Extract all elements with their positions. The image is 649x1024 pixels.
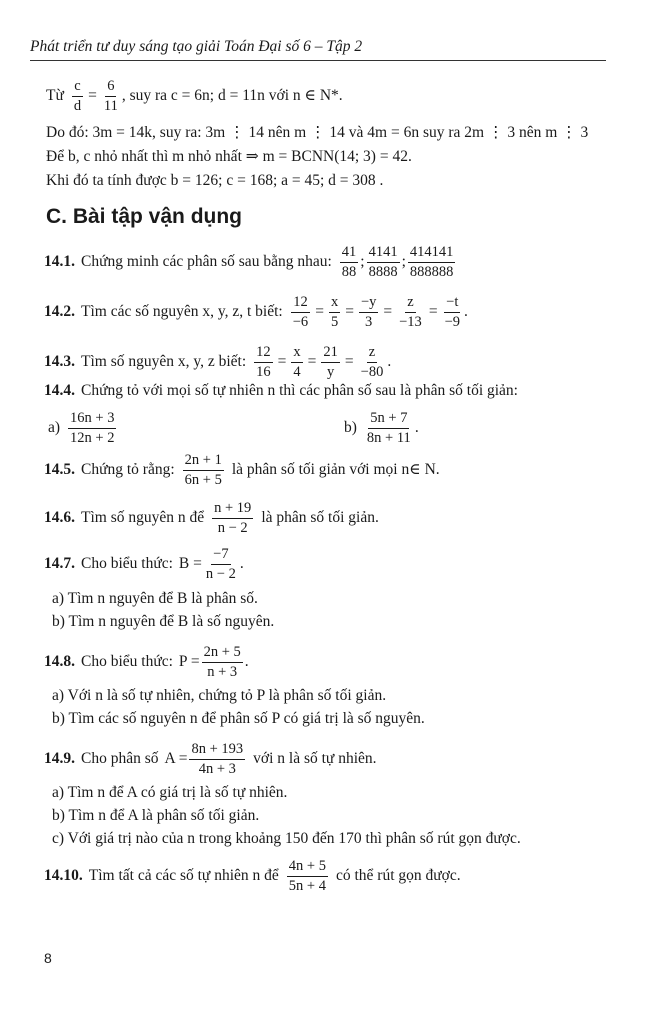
- problem-label: 14.1.: [44, 252, 75, 270]
- problem-14-8: 14.8. Cho biểu thức: P = $\frac{2n + 5}{n + 3}$ .: [44, 644, 249, 680]
- fraction: $\frac{z}{-13}$: [399, 294, 422, 330]
- fraction: $\frac{n + 19}{n - 2}$: [214, 500, 252, 536]
- problem-14-9-c: c) Với giá trị nào của n trong khoảng 150 đến 170 thì phân số rút gọn được.: [52, 830, 521, 847]
- problem-14-3: 14.3. Tìm số nguyên x, y, z biết: $\frac{12}{16}$ = $\frac{x}{4}$ = $\frac{21}{y}$ = $\frac{z}{-80}$ .: [44, 344, 392, 380]
- problem-text: Cho biểu thức:: [81, 554, 173, 572]
- intro-line-4: Khi đó ta tính được b = 126; c = 168; a = 45; d = 308 .: [46, 172, 384, 189]
- problem-14-9: 14.9. Cho phân số A = $\frac{8n + 193}{4n + 3}$ với n là số tự nhiên.: [44, 741, 377, 777]
- problem-label: 14.6.: [44, 508, 75, 526]
- problem-text: Tìm số nguyên x, y, z biết:: [81, 352, 247, 370]
- fraction: $\frac{x}{4}$: [293, 344, 301, 380]
- fraction: $\frac{2n + 1}{6n + 5}$: [184, 452, 222, 488]
- problem-text: Tìm các số nguyên x, y, z, t biết:: [81, 302, 283, 320]
- fraction: $\frac{-t}{-9}$: [444, 294, 460, 330]
- fraction: $\frac{-7}{n - 2}$: [205, 546, 236, 582]
- problem-label: 14.8.: [44, 652, 75, 670]
- section-title: C. Bài tập vận dụng: [46, 205, 243, 228]
- fraction: $\frac{414141}{888888}$: [409, 244, 454, 280]
- fraction: $\frac{8n + 193}{4n + 3}$: [191, 741, 244, 777]
- fraction: $\frac{-y}{3}$: [360, 294, 377, 330]
- problem-label: 14.9.: [44, 749, 75, 767]
- problem-14-9-b: b) Tìm n để A là phân số tối giản.: [52, 807, 260, 824]
- fraction: $\frac{2n + 5}{n + 3}$: [203, 644, 241, 680]
- intro-line-2: Do đó: 3m = 14k, suy ra: 3m ⋮ 14 nên m ⋮ 14 và 4m = 6n suy ra 2m ⋮ 3 nên m ⋮ 3: [46, 124, 589, 141]
- problem-text: Cho biểu thức:: [81, 652, 173, 670]
- intro-line-1: Từ $\frac{c}{d}$ = $\frac{6}{11}$ , suy ra c = 6n; d = 11n với n ∈ N*.: [46, 78, 343, 114]
- problem-14-5: 14.5. Chứng tỏ rằng: $\frac{2n + 1}{6n + 5}$ là phân số tối giản với mọi n∈ N.: [44, 452, 440, 488]
- problem-text: Tìm số nguyên n để: [81, 508, 205, 526]
- problem-14-8-b: b) Tìm các số nguyên n để phân số P có giá trị là số nguyên.: [52, 710, 425, 727]
- fraction: $\frac{6}{11}$: [103, 78, 118, 114]
- problem-label: 14.10.: [44, 866, 83, 884]
- intro-text: , suy ra c = 6n; d = 11n với n ∈ N*.: [121, 86, 343, 104]
- problem-14-7-a: a) Tìm n nguyên để B là phân số.: [52, 590, 258, 607]
- page-number: 8: [44, 950, 52, 966]
- fraction: $\frac{5n + 7}{8n + 11}$: [366, 410, 411, 446]
- problem-label: 14.3.: [44, 352, 75, 370]
- problem-text: Chứng tỏ rằng:: [81, 460, 175, 478]
- problem-label: 14.7.: [44, 554, 75, 572]
- problem-text: Chứng tỏ với mọi số tự nhiên n thì các phân số sau là phân số tối giản:: [81, 382, 518, 399]
- problem-14-4-a: a) $\frac{16n + 3}{12n + 2}$: [48, 410, 115, 446]
- problem-label: 14.2.: [44, 302, 75, 320]
- fraction: $\frac{z}{-80}$: [360, 344, 384, 380]
- problem-text: Tìm tất cả các số tự nhiên n để: [88, 866, 279, 884]
- problem-14-8-a: a) Với n là số tự nhiên, chứng tỏ P là phân số tối giản.: [52, 687, 387, 704]
- fraction: $\frac{c}{d}$: [73, 78, 82, 114]
- problem-14-7-b: b) Tìm n nguyên để B là số nguyên.: [52, 613, 275, 630]
- fraction: $\frac{4n + 5}{5n + 4}$: [288, 858, 326, 894]
- problem-14-4-b: b) $\frac{5n + 7}{8n + 11}$ .: [344, 410, 419, 446]
- fraction: $\frac{4141}{8888}$: [368, 244, 398, 280]
- problem-14-7: 14.7. Cho biểu thức: B = $\frac{-7}{n - 2}$ .: [44, 546, 244, 582]
- intro-text: Từ: [46, 86, 64, 104]
- problem-text: Cho phân số: [81, 749, 159, 767]
- fraction: $\frac{12}{16}$: [256, 344, 271, 380]
- problem-14-2: 14.2. Tìm các số nguyên x, y, z, t biết: $\frac{12}{-6}$ = $\frac{x}{5}$ = $\frac{-y}{3}$ = $\frac{z}{-13}$ = $\frac{-t}{-9}$ .: [44, 294, 468, 330]
- intro-line-3: Để b, c nhỏ nhất thì m nhỏ nhất ⇒ m = BCNN(14; 3) = 42.: [46, 148, 412, 165]
- problem-label: 14.4.: [44, 382, 75, 399]
- problem-14-1: 14.1. Chứng minh các phân số sau bằng nhau: $\frac{41}{88}$ ; $\frac{4141}{8888}$ ; $\frac{414141}{888888}$: [44, 244, 454, 280]
- problem-14-6: 14.6. Tìm số nguyên n để $\frac{n + 19}{n - 2}$ là phân số tối giản.: [44, 500, 379, 536]
- problem-14-10: 14.10. Tìm tất cả các số tự nhiên n để $\frac{4n + 5}{5n + 4}$ có thể rút gọn được.: [44, 858, 461, 894]
- running-header: Phát triển tư duy sáng tạo giải Toán Đại số 6 – Tập 2: [30, 38, 606, 61]
- fraction: $\frac{16n + 3}{12n + 2}$: [70, 410, 115, 446]
- problem-label: 14.5.: [44, 460, 75, 478]
- problem-14-9-a: a) Tìm n để A có giá trị là số tự nhiên.: [52, 784, 288, 801]
- problem-14-4: [44, 382, 518, 401]
- fraction: $\frac{21}{y}$: [323, 344, 338, 380]
- fraction: $\frac{x}{5}$: [330, 294, 339, 330]
- fraction: $\frac{12}{-6}$: [292, 294, 309, 330]
- fraction: $\frac{41}{88}$: [341, 244, 357, 280]
- problem-text: Chứng minh các phân số sau bằng nhau:: [81, 252, 332, 270]
